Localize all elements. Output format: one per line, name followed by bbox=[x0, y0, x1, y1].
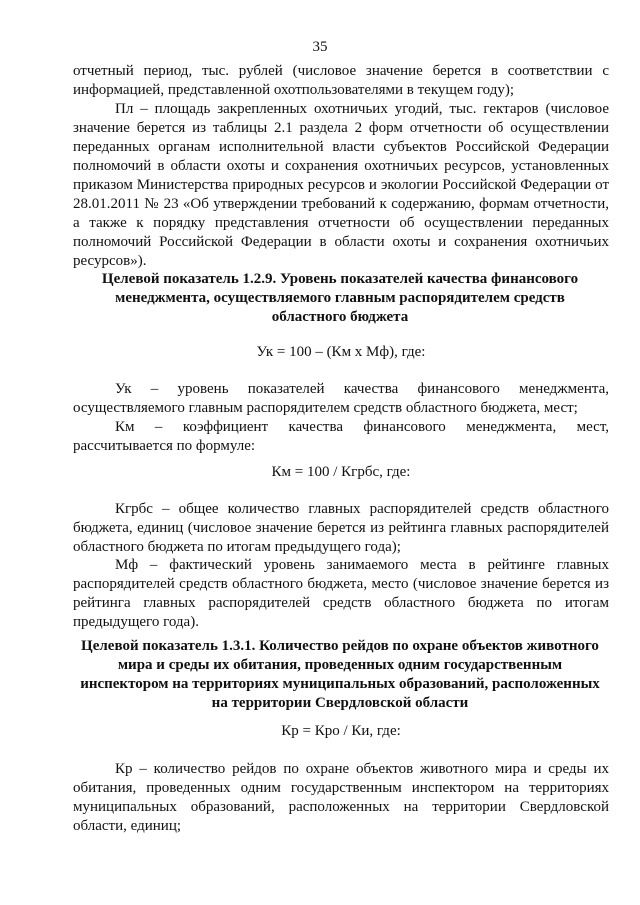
paragraph-pl-definition bbox=[73, 100, 609, 271]
heading: Целевой показатель 1.3.1. Количество рейдов по охране объектов животного мира и среды их обитания, проведенных одним государственным инспектором на территориях муниципальных образований, расположенных на территории Свердловской области bbox=[80, 638, 600, 711]
section-heading-1-2-9 bbox=[90, 270, 590, 327]
paragraph: отчетный период, тыс. рублей (числовое значение берется в соответствии с информацией, представленной охотпользователями в текущем году); bbox=[73, 63, 609, 98]
paragraph: Ук – уровень показателей качества финансового менеджмента, осуществляемого главным распорядителем средств областного бюджета, мест; bbox=[73, 381, 609, 416]
formula: Км = 100 / Кгрбс, где: bbox=[271, 464, 411, 480]
definition-kgrbs bbox=[73, 500, 609, 557]
paragraph: Кгрбс – общее количество главных распорядителей средств областного бюджета, единиц (числовое значение берется из рейтинга главных распорядителей областного бюджета по итогам предыдущего года); bbox=[73, 501, 609, 555]
definition-mf bbox=[73, 556, 609, 632]
paragraph: Мф – фактический уровень занимаемого места в рейтинге главных распорядителей средств областного бюджета, место (числовое значение берется из рейтинга главных распорядителей средств областного бюджета по итогам предыдущего года). bbox=[73, 557, 609, 630]
paragraph-continuation bbox=[73, 62, 609, 100]
section-heading-1-3-1 bbox=[80, 637, 600, 713]
heading: Целевой показатель 1.2.9. Уровень показателей качества финансового менеджмента, осуществляемого главным распорядителем средств областного бюджета bbox=[101, 271, 579, 325]
formula-kr bbox=[73, 722, 609, 741]
paragraph: Пл – площадь закрепленных охотничьих угодий, тыс. гектаров (числовое значение берется из таблицы 2.1 раздела 2 форм отчетности об осуществлении переданных органам исполнительной власти субъектов Российской Федерации полномочий в области охоты и сохранения охотничьих ресурсов, установленных приказом Министерства природных ресурсов и экологии Российской Федерации от 28.01.2011 № 23 «Об утверждении требований к содержанию, формам отчетности, а также к порядку представления отчетности об осуществлении переданных полномочий Российской Федерации в области охоты и сохранения охотничьих ресурсов»). bbox=[73, 101, 609, 269]
formula: Ук = 100 – (Км х Мф), где: bbox=[256, 344, 426, 360]
paragraph: Км – коэффициент качества финансового менеджмента, мест, рассчитывается по формуле: bbox=[73, 419, 609, 454]
definition-km bbox=[73, 418, 609, 456]
formula-uk bbox=[73, 343, 609, 362]
page-number: 35 bbox=[312, 39, 328, 55]
formula-km bbox=[73, 463, 609, 482]
definition-uk bbox=[73, 380, 609, 418]
formula: Кр = Кро / Ки, где: bbox=[281, 723, 401, 739]
definition-kr bbox=[73, 760, 609, 836]
paragraph: Кр – количество рейдов по охране объектов животного мира и среды их обитания, проведенных одним государственным инспектором на территориях муниципальных образований, расположенных на территории Свердловской области, единиц; bbox=[73, 761, 609, 834]
